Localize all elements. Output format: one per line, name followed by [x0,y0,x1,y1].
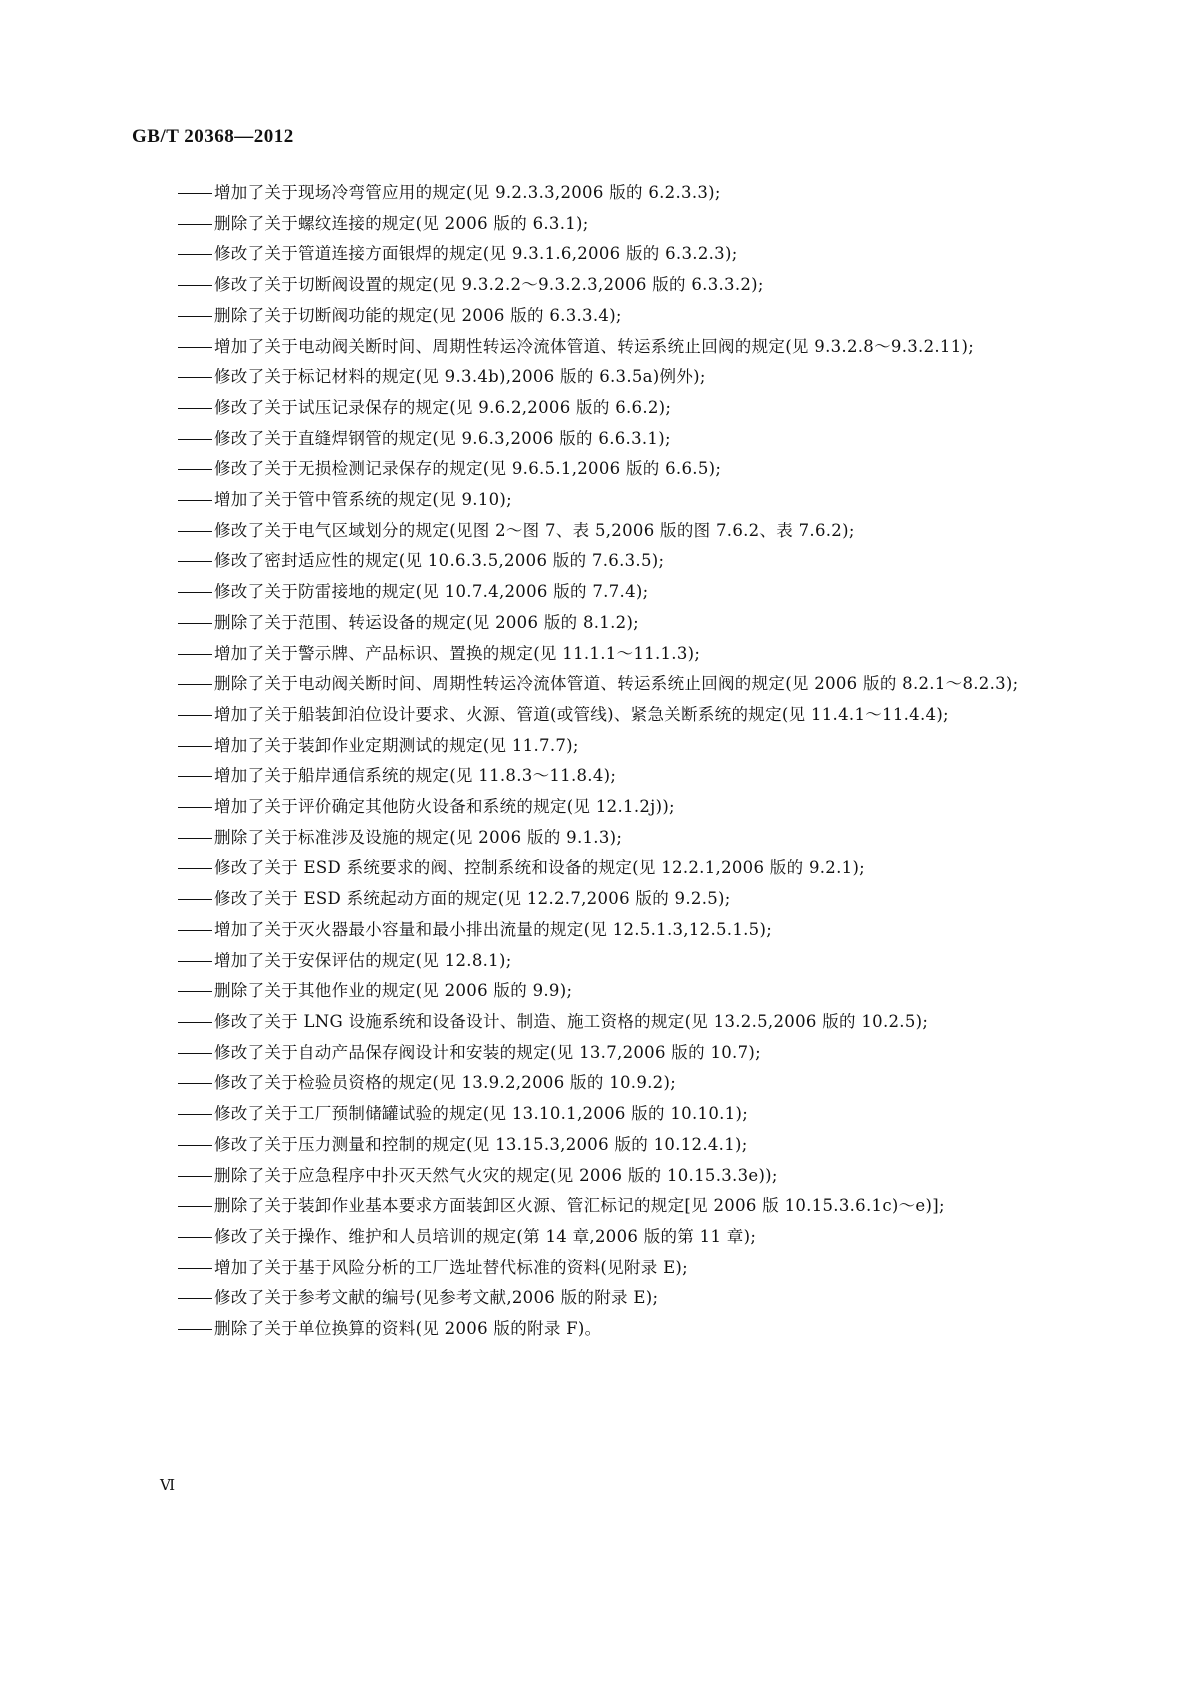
change-item [178,239,1058,270]
change-item [178,608,1058,639]
change-item [178,700,1058,731]
change-item-text: 修改了关于压力测量和控制的规定(见 13.15.3,2006 版的 10.12.4.1); [214,1134,748,1154]
change-item-text: 修改了关于 LNG 设施系统和设备设计、制造、施工资格的规定(见 13.2.5,2006 版的 10.2.5); [214,1011,929,1031]
change-item-text: 修改了密封适应性的规定(见 10.6.3.5,2006 版的 7.6.3.5); [214,551,665,571]
em-dash [178,1268,212,1269]
em-dash [178,347,212,348]
em-dash [178,439,212,440]
change-item-text: 增加了关于基于风险分析的工厂选址替代标准的资料(见附录 E); [214,1257,689,1277]
em-dash [178,684,212,685]
change-item [178,209,1058,240]
change-item [178,853,1058,884]
em-dash [178,1237,212,1238]
change-item [178,332,1058,363]
em-dash [178,1298,212,1299]
em-dash [178,1083,212,1084]
em-dash [178,961,212,962]
change-item-text: 删除了关于范围、转运设备的规定(见 2006 版的 8.1.2); [214,612,640,632]
change-item-text: 修改了关于自动产品保存阀设计和安装的规定(见 13.7,2006 版的 10.7); [214,1042,761,1062]
em-dash [178,254,212,255]
change-item [178,485,1058,516]
em-dash [178,592,212,593]
change-item [178,1068,1058,1099]
change-item [178,1253,1058,1284]
change-item [178,1222,1058,1253]
change-item-text: 增加了关于评价确定其他防火设备和系统的规定(见 12.1.2j)); [214,797,675,817]
change-item [178,1283,1058,1314]
change-item-text: 增加了关于现场冷弯管应用的规定(见 9.2.3.3,2006 版的 6.2.3.3); [214,183,721,202]
change-item [178,946,1058,977]
change-item [178,915,1058,946]
em-dash [178,807,212,808]
em-dash [178,930,212,931]
change-item [178,301,1058,332]
change-item-text: 删除了关于螺纹连接的规定(见 2006 版的 6.3.1); [214,213,589,233]
change-item [178,1130,1058,1161]
change-item [178,546,1058,577]
change-item-text: 增加了关于装卸作业定期测试的规定(见 11.7.7); [214,735,579,755]
change-item-text: 修改了关于检验员资格的规定(见 13.9.2,2006 版的 10.9.2); [214,1073,677,1093]
change-item-text: 修改了关于 ESD 系统要求的阀、控制系统和设备的规定(见 12.2.1,2006 版的 9.2.1); [214,858,866,878]
change-item [178,761,1058,792]
change-item-text: 修改了关于无损检测记录保存的规定(见 9.6.5.1,2006 版的 6.6.5); [214,459,722,479]
change-item-text: 删除了关于切断阀功能的规定(见 2006 版的 6.3.3.4); [214,305,622,325]
change-item [178,731,1058,762]
em-dash [178,746,212,747]
change-item [178,516,1058,547]
change-item-text: 增加了关于船装卸泊位设计要求、火源、管道(或管线)、紧急关断系统的规定(见 11.4.1～11.4.4); [214,704,949,724]
em-dash [178,1206,212,1207]
em-dash [178,193,212,194]
em-dash [178,377,212,378]
change-item-text: 增加了关于警示牌、产品标识、置换的规定(见 11.1.1～11.1.3); [214,643,701,663]
change-item-text: 修改了关于参考文献的编号(见参考文献,2006 版的附录 E); [214,1288,659,1308]
change-item [178,1161,1058,1192]
change-item-text: 修改了关于防雷接地的规定(见 10.7.4,2006 版的 7.7.4); [214,582,649,602]
page-number: Ⅵ [160,1478,176,1494]
change-item-text: 删除了关于装卸作业基本要求方面装卸区火源、管汇标记的规定[见 2006 版 10.15.3.6.1c)～e)]; [214,1196,945,1216]
change-item-text: 修改了关于电气区域划分的规定(见图 2～图 7、表 5,2006 版的图 7.6.2、表 7.6.2); [214,520,855,540]
change-item-text: 增加了关于船岸通信系统的规定(见 11.8.3～11.8.4); [214,766,617,786]
em-dash [178,1022,212,1023]
em-dash [178,838,212,839]
change-item [178,577,1058,608]
change-item-text: 修改了关于标记材料的规定(见 9.3.4b),2006 版的 6.3.5a)例外); [214,367,706,387]
change-item [178,1314,1058,1345]
em-dash [178,1329,212,1330]
em-dash [178,224,212,225]
change-item [178,1007,1058,1038]
change-item-text: 增加了关于电动阀关断时间、周期性转运冷流体管道、转运系统止回阀的规定(见 9.3.2.8～9.3.2.11); [214,336,975,356]
change-item [178,424,1058,455]
change-item [178,393,1058,424]
change-item [178,1099,1058,1130]
change-item-text: 删除了关于其他作业的规定(见 2006 版的 9.9); [214,981,573,1001]
change-item [178,792,1058,823]
change-item-text: 删除了关于标准涉及设施的规定(见 2006 版的 9.1.3); [214,827,623,847]
change-item [178,454,1058,485]
change-list [178,178,1058,1345]
change-item [178,884,1058,915]
standard-code: GB/T 20368—2012 [132,126,294,147]
change-item [178,823,1058,854]
change-item [178,178,1058,209]
change-item-text: 修改了关于试压记录保存的规定(见 9.6.2,2006 版的 6.6.2); [214,397,672,417]
em-dash [178,1114,212,1115]
em-dash [178,500,212,501]
em-dash [178,654,212,655]
em-dash [178,868,212,869]
change-item [178,639,1058,670]
change-item-text: 删除了关于应急程序中扑灭天然气火灾的规定(见 2006 版的 10.15.3.3e)); [214,1165,778,1185]
change-item-text: 增加了关于安保评估的规定(见 12.8.1); [214,950,512,970]
change-item-text: 修改了关于操作、维护和人员培训的规定(第 14 章,2006 版的第 11 章); [214,1226,757,1246]
em-dash [178,991,212,992]
change-item [178,362,1058,393]
em-dash [178,715,212,716]
em-dash [178,561,212,562]
em-dash [178,899,212,900]
change-item-text: 删除了关于电动阀关断时间、周期性转运冷流体管道、转运系统止回阀的规定(见 2006 版的 8.2.1～8.2.3); [214,674,1019,694]
em-dash [178,469,212,470]
em-dash [178,1145,212,1146]
change-item [178,1191,1058,1222]
change-item [178,669,1058,700]
change-item-text: 修改了关于 ESD 系统起动方面的规定(见 12.2.7,2006 版的 9.2.5); [214,889,731,909]
em-dash [178,1053,212,1054]
change-item-text: 修改了关于直缝焊钢管的规定(见 9.6.3,2006 版的 6.6.3.1); [214,428,671,448]
em-dash [178,623,212,624]
em-dash [178,408,212,409]
change-item-text: 删除了关于单位换算的资料(见 2006 版的附录 F)。 [214,1319,602,1339]
change-item-text: 修改了关于工厂预制储罐试验的规定(见 13.10.1,2006 版的 10.10.1); [214,1104,749,1124]
change-item [178,1038,1058,1069]
change-item-text: 修改了关于切断阀设置的规定(见 9.3.2.2～9.3.2.3,2006 版的 6.3.3.2); [214,275,764,295]
em-dash [178,285,212,286]
change-item [178,976,1058,1007]
change-item-text: 增加了关于管中管系统的规定(见 9.10); [214,490,513,510]
change-item-text: 增加了关于灭火器最小容量和最小排出流量的规定(见 12.5.1.3,12.5.1.5); [214,919,773,939]
change-item [178,270,1058,301]
change-item-text: 修改了关于管道连接方面银焊的规定(见 9.3.1.6,2006 版的 6.3.2.3); [214,244,738,264]
em-dash [178,1176,212,1177]
em-dash [178,531,212,532]
em-dash [178,316,212,317]
em-dash [178,776,212,777]
